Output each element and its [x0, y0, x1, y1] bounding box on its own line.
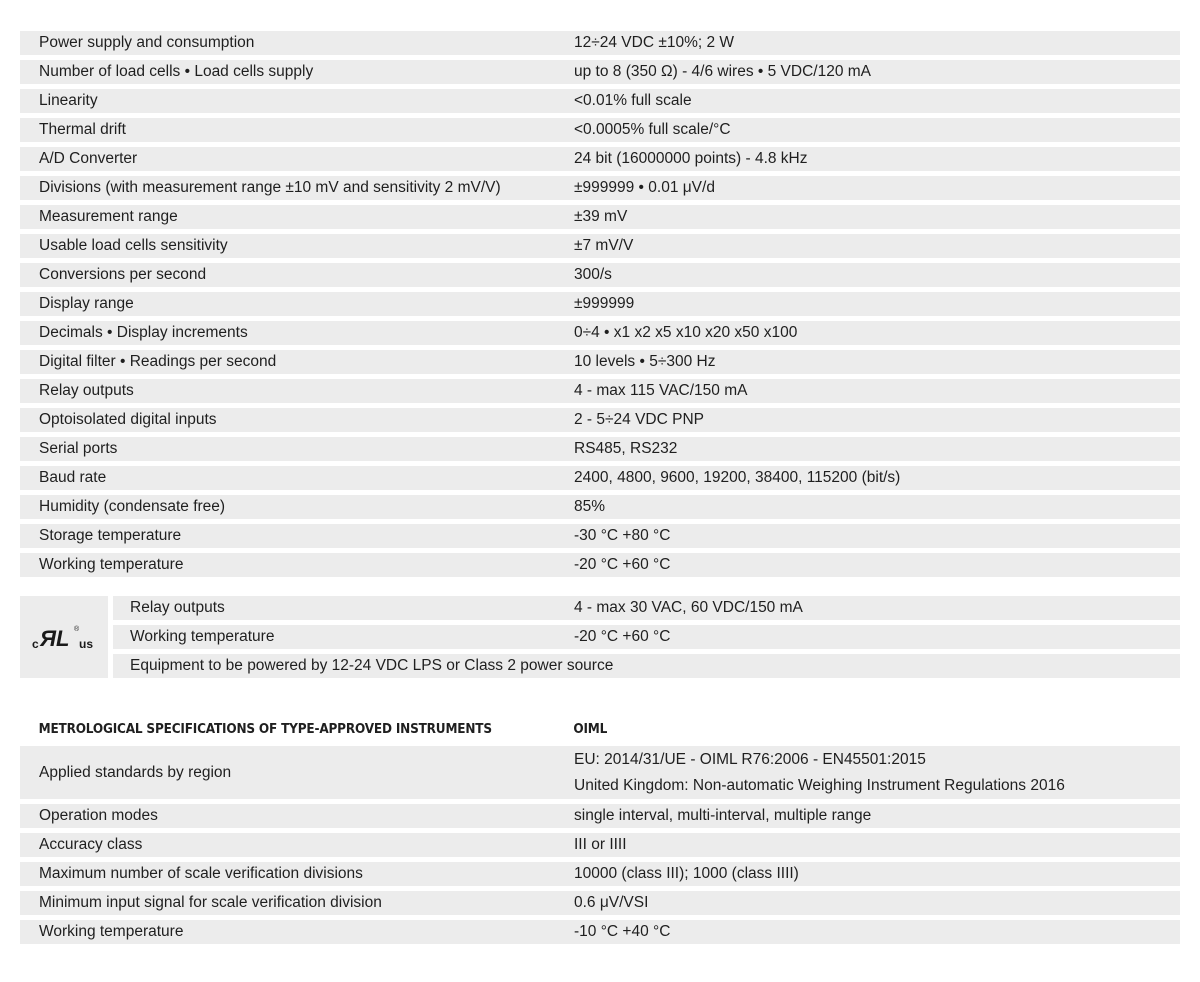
spec-label: Decimals • Display increments: [39, 324, 248, 341]
section-standard: OIML: [573, 721, 608, 737]
spec-value: III or IIII: [574, 836, 627, 853]
spec-row: [20, 321, 1180, 345]
standard-uk: United Kingdom: Non-automatic Weighing Instrument Regulations 2016: [574, 776, 1065, 794]
spec-row: [20, 379, 1180, 403]
general-specs-table: [20, 31, 1180, 577]
spec-row: [113, 596, 1180, 620]
spec-value: 0.6 μV/VSI: [574, 894, 649, 911]
svg-text:®: ®: [74, 626, 80, 633]
spec-label: Serial ports: [39, 440, 118, 457]
spec-row: [20, 862, 1180, 886]
spec-row: [20, 263, 1180, 287]
spec-row: [20, 234, 1180, 258]
spec-row: [113, 654, 1180, 678]
spec-label: Applied standards by region: [39, 763, 232, 781]
spec-label: Usable load cells sensitivity: [39, 237, 228, 254]
spec-label: Linearity: [39, 92, 98, 109]
spec-value: <0.0005% full scale/°C: [574, 121, 731, 138]
spec-value: -20 °C +60 °C: [574, 556, 671, 573]
spec-row: [20, 89, 1180, 113]
spec-value: 24 bit (16000000 points) - 4.8 kHz: [574, 150, 808, 167]
spec-label: Minimum input signal for scale verification division: [39, 894, 382, 911]
ul-logo: [20, 596, 108, 678]
spec-row: [20, 292, 1180, 316]
spec-row: [20, 891, 1180, 915]
spec-label: Digital filter • Readings per second: [39, 353, 277, 370]
spec-label: Measurement range: [39, 208, 178, 225]
spec-label: Humidity (condensate free): [39, 498, 226, 515]
spec-sheet: [20, 31, 1180, 949]
spec-value: 4 - max 115 VAC/150 mA: [574, 382, 748, 399]
svg-text:us: us: [79, 637, 94, 651]
spec-value: 0÷4 • x1 x2 x5 x10 x20 x50 x100: [574, 324, 798, 341]
spec-label: Working temperature: [39, 923, 184, 940]
ul-certification-block: [20, 596, 1180, 683]
metrological-specs-table: [20, 746, 1180, 944]
spec-row: [20, 437, 1180, 461]
ul-note: Equipment to be powered by 12-24 VDC LPS or Class 2 power source: [130, 657, 614, 674]
spec-label: Thermal drift: [39, 121, 126, 138]
spec-row: [20, 176, 1180, 200]
spec-value: <0.01% full scale: [574, 92, 692, 109]
svg-text:ЯL: ЯL: [40, 626, 70, 651]
spec-value: ±39 mV: [574, 208, 628, 225]
spec-label: Number of load cells • Load cells supply: [39, 63, 314, 80]
spec-label: Accuracy class: [39, 836, 143, 853]
spec-label: Working temperature: [130, 628, 275, 645]
spec-value: up to 8 (350 Ω) - 4/6 wires • 5 VDC/120 mA: [574, 63, 871, 80]
spec-row: [20, 408, 1180, 432]
spec-label: Maximum number of scale verification divisions: [39, 865, 363, 882]
spec-label: Optoisolated digital inputs: [39, 411, 217, 428]
spec-value: ±999999 • 0.01 μV/d: [574, 179, 715, 196]
spec-row: [20, 524, 1180, 548]
spec-value: 300/s: [574, 266, 612, 283]
spec-label: Divisions (with measurement range ±10 mV and sensitivity 2 mV/V): [39, 179, 501, 196]
spec-value: 10000 (class III); 1000 (class IIII): [574, 865, 799, 882]
standard-eu: EU: 2014/31/UE - OIML R76:2006 - EN45501:2015: [574, 750, 926, 768]
ul-specs-table: [113, 596, 1180, 683]
spec-row: [20, 920, 1180, 944]
spec-label: Working temperature: [39, 556, 184, 573]
spec-label: Baud rate: [39, 469, 107, 486]
spec-label: Conversions per second: [39, 266, 207, 283]
spec-value: ±999999: [574, 295, 635, 312]
spec-value: ±7 mV/V: [574, 237, 634, 254]
spec-row: [20, 31, 1180, 55]
spec-row: [20, 147, 1180, 171]
spec-row: [113, 625, 1180, 649]
cru-us-icon: [31, 623, 97, 651]
spec-value: 2400, 4800, 9600, 19200, 38400, 115200 (bit/s): [574, 469, 901, 486]
spec-label: Display range: [39, 295, 134, 312]
spec-value: 85%: [574, 498, 606, 515]
spec-row: [20, 60, 1180, 84]
spec-value: -20 °C +60 °C: [574, 628, 671, 645]
spec-label: Power supply and consumption: [39, 34, 255, 51]
spec-label: Relay outputs: [130, 599, 225, 616]
spec-value: 4 - max 30 VAC, 60 VDC/150 mA: [574, 599, 803, 616]
spec-value: -30 °C +80 °C: [574, 527, 671, 544]
spec-label: Relay outputs: [39, 382, 134, 399]
spec-row: [20, 205, 1180, 229]
spec-value: -10 °C +40 °C: [574, 923, 671, 940]
spec-row: [20, 350, 1180, 374]
spec-value: 2 - 5÷24 VDC PNP: [574, 411, 704, 428]
spec-label: Operation modes: [39, 807, 158, 824]
svg-text:c: c: [32, 637, 39, 651]
spec-row: [20, 495, 1180, 519]
spec-value: 12÷24 VDC ±10%; 2 W: [574, 34, 735, 51]
spec-row: [20, 833, 1180, 857]
spec-value: single interval, multi-interval, multiple range: [574, 807, 872, 824]
spec-value: 10 levels • 5÷300 Hz: [574, 353, 716, 370]
spec-value: [574, 751, 1180, 795]
metrological-header: [20, 717, 1099, 741]
spec-label: Storage temperature: [39, 527, 182, 544]
spec-row: [20, 804, 1180, 828]
section-title: METROLOGICAL SPECIFICATIONS OF TYPE-APPROVED INSTRUMENTS: [38, 721, 492, 737]
spec-value: RS485, RS232: [574, 440, 678, 457]
spec-row: [20, 118, 1180, 142]
spec-row: [20, 466, 1180, 490]
spec-row: [20, 553, 1180, 577]
spec-label: A/D Converter: [39, 150, 138, 167]
spec-row: [20, 746, 1180, 799]
